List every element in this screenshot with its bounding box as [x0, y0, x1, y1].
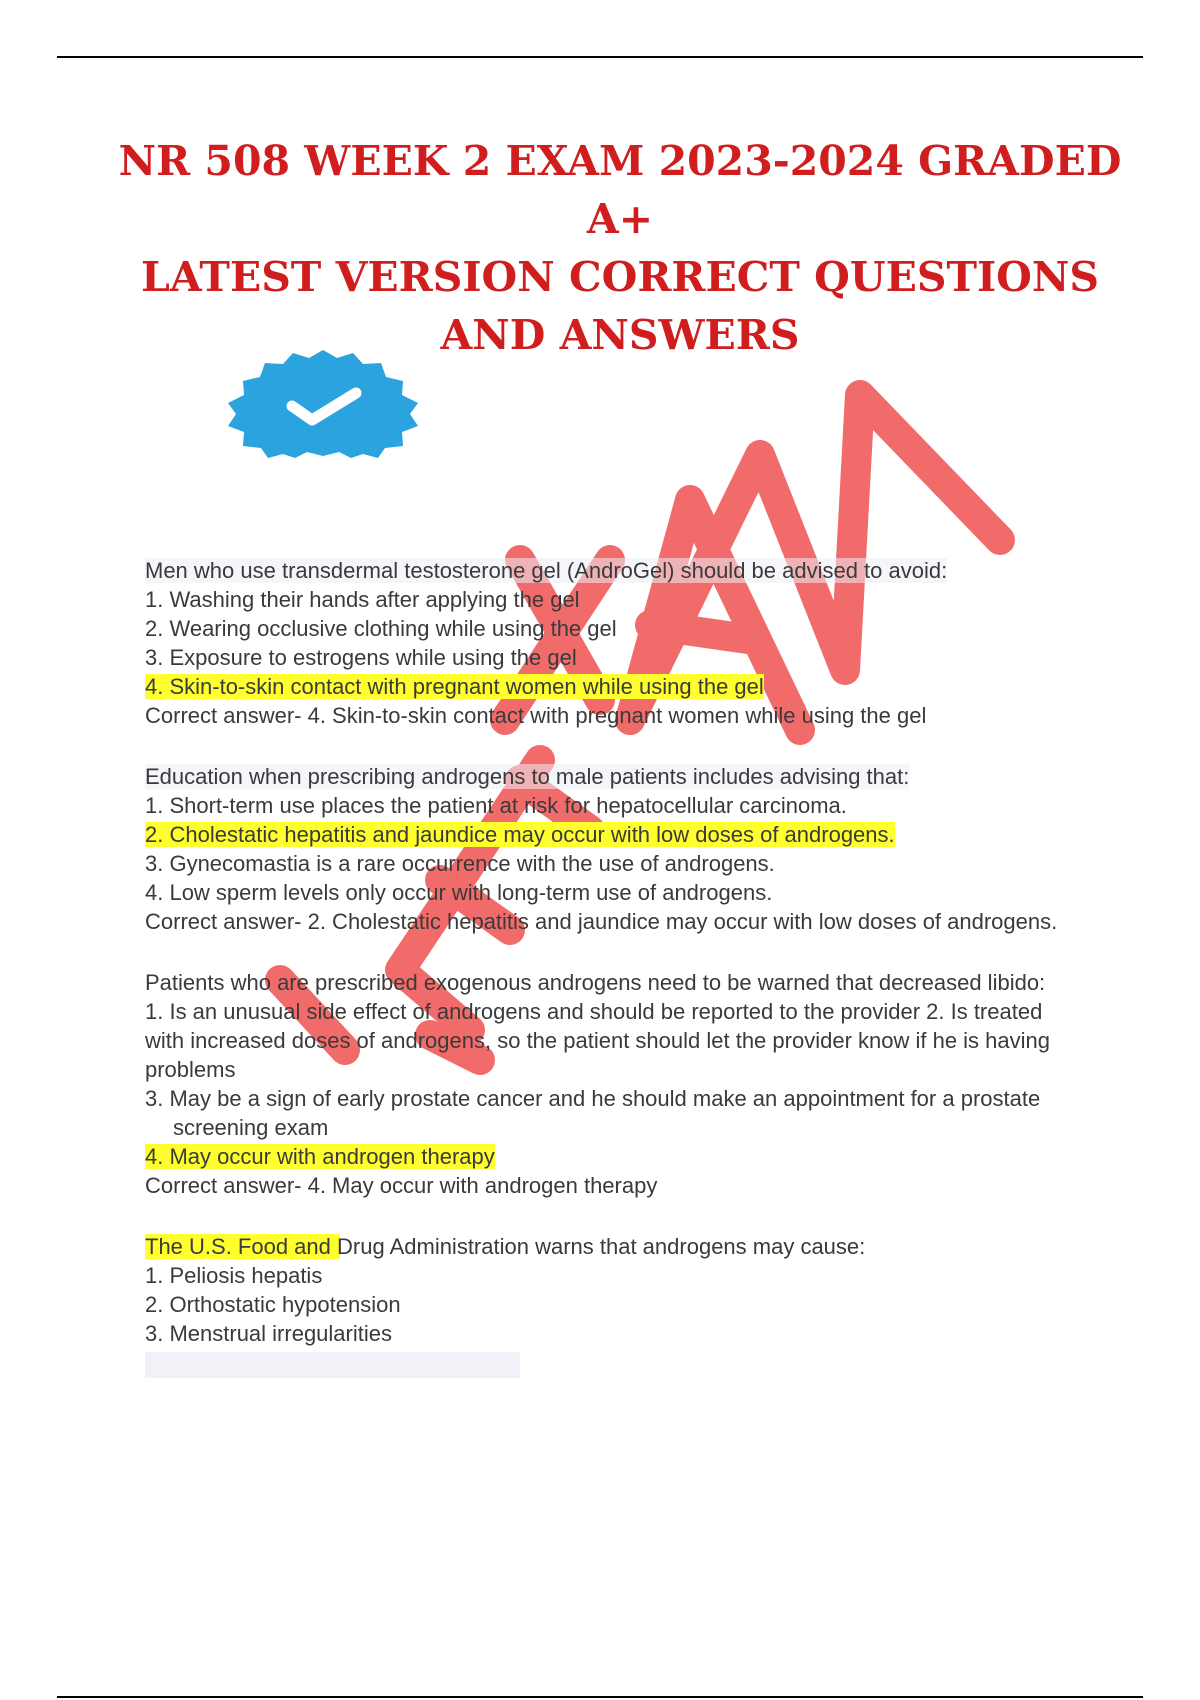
question-3	[145, 968, 1085, 1200]
correct-answer: Correct answer- 4. Skin-to-skin contact with pregnant women while using the gel	[145, 703, 927, 728]
page-title	[80, 132, 1160, 364]
verified-check-icon	[224, 348, 422, 458]
blank-line	[145, 1352, 520, 1378]
question-1	[145, 556, 1085, 730]
correct-answer: Correct answer- 4. May occur with androgen therapy	[145, 1173, 658, 1198]
answer-option: 2. Wearing occlusive clothing while using the gel	[145, 616, 617, 641]
question-stem: Men who use transdermal testosterone gel (AndroGel) should be advised to avoid:	[145, 558, 948, 583]
correct-answer: Correct answer- 2. Cholestatic hepatitis and jaundice may occur with low doses of androgens.	[145, 909, 1058, 934]
answer-option: 3. Gynecomastia is a rare occurrence with the use of androgens.	[145, 851, 775, 876]
answer-option: 3. Exposure to estrogens while using the gel	[145, 645, 577, 670]
answer-option: 3. Menstrual irregularities	[145, 1321, 392, 1346]
title-line-1: NR 508 WEEK 2 EXAM 2023-2024 GRADED A+	[118, 137, 1122, 243]
answer-option: 1. Is an unusual side effect of androgens and should be reported to the provider 2. Is treated with increased doses of androgens, so the patient should let the provider know if he is having problems	[145, 999, 1050, 1082]
answer-option: 1. Washing their hands after applying the gel	[145, 587, 580, 612]
question-stem: Patients who are prescribed exogenous androgens need to be warned that decreased libido:	[145, 970, 1046, 995]
title-line-3: AND ANSWERS	[440, 311, 800, 359]
title-line-2: LATEST VERSION CORRECT QUESTIONS	[141, 253, 1099, 301]
answer-option-highlighted: 2. Cholestatic hepatitis and jaundice may occur with low doses of androgens.	[145, 822, 895, 847]
answer-option: 3. May be a sign of early prostate cancer and he should make an appointment for a prostate screening exam	[145, 1086, 1041, 1140]
bottom-rule	[57, 1696, 1143, 1698]
question-stem: The U.S. Food and Drug Administration warns that androgens may cause:	[145, 1234, 866, 1259]
answer-option: 4. Low sperm levels only occur with long-term use of androgens.	[145, 880, 773, 905]
answer-option-highlighted: 4. Skin-to-skin contact with pregnant women while using the gel	[145, 674, 764, 699]
top-rule	[57, 56, 1143, 58]
question-2	[145, 762, 1085, 936]
answer-option-highlighted: 4. May occur with androgen therapy	[145, 1144, 495, 1169]
question-4	[145, 1232, 1085, 1378]
answer-option: 1. Short-term use places the patient at risk for hepatocellular carcinoma.	[145, 793, 847, 818]
answer-option: 2. Orthostatic hypotension	[145, 1292, 401, 1317]
question-stem: Education when prescribing androgens to male patients includes advising that:	[145, 764, 910, 789]
question-list	[145, 556, 1085, 1410]
answer-option: 1. Peliosis hepatis	[145, 1263, 323, 1288]
